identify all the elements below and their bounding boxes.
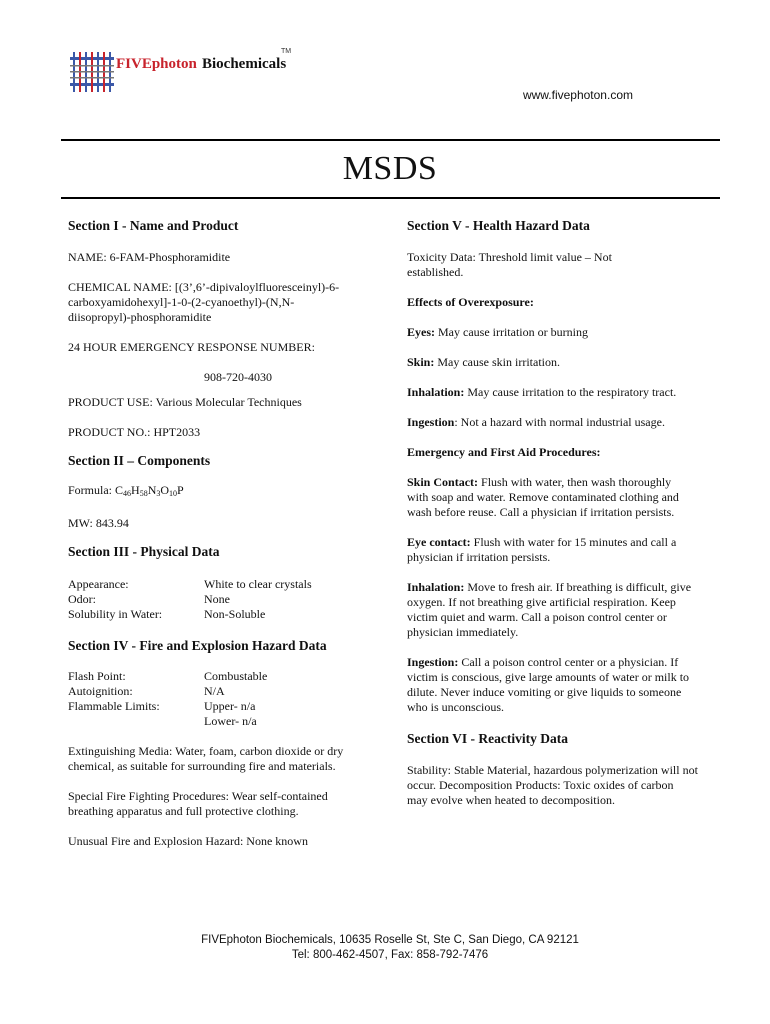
product-name: NAME: 6-FAM-Phosphoramidite: [68, 250, 231, 264]
fire-value: Upper- n/a: [204, 699, 256, 713]
skin-contact-line-2: with soap and water. Remove contaminated clothing and: [407, 490, 679, 504]
physical-key: Odor:: [68, 592, 96, 606]
skin-effect: [407, 355, 727, 370]
first-aid-heading: Emergency and First Aid Procedures:: [407, 445, 601, 459]
brand-name-biochemicals: Biochemicals: [202, 56, 287, 72]
top-divider: [61, 139, 720, 141]
formula-label: Formula:: [68, 483, 115, 497]
physical-value: None: [204, 592, 230, 606]
emergency-number: 908-720-4030: [204, 370, 272, 384]
physical-row: [68, 607, 368, 622]
fa-inhalation-label: Inhalation:: [407, 580, 465, 594]
fire-key: [68, 714, 204, 729]
special-procedures-line-1: Special Fire Fighting Procedures: Wear self-contained: [68, 789, 328, 803]
chemical-name-line-3: diisopropyl)-phosphoramidite: [68, 310, 212, 324]
section-3-heading: Section III - Physical Data: [68, 544, 220, 559]
footer-address: FIVEphoton Biochemicals, 10635 Roselle St, Ste C, San Diego, CA 92121: [201, 934, 579, 946]
special-procedures-line-2: breathing apparatus and full protective clothing.: [68, 804, 299, 818]
stability-line-3: may evolve when heated to decomposition.: [407, 793, 615, 807]
fa-inhalation-line-2: oxygen. If not breathing give artificial respiration. Keep: [407, 595, 676, 609]
fire-data-list: [68, 669, 368, 729]
skin-contact-text: Flush with water, then wash thoroughly: [478, 475, 672, 489]
chemical-name-line-2: carboxyamidohexyl]-1-0-(2-cyanoethyl)-(N,N-: [68, 295, 295, 309]
formula-c-count: 46: [123, 489, 132, 498]
fa-ingestion-line-1: [407, 655, 727, 670]
fire-value: Combustable: [204, 669, 268, 683]
eye-contact-label: Eye contact:: [407, 535, 471, 549]
fire-value: N/A: [204, 684, 225, 698]
eyes-effect: [407, 325, 727, 340]
skin-text: May cause skin irritation.: [434, 355, 560, 369]
footer-phone: Tel: 800-462-4507, Fax: 858-792-7476: [291, 949, 489, 961]
physical-key: Solubility in Water:: [68, 607, 163, 621]
product-use: PRODUCT USE: Various Molecular Techniques: [68, 395, 302, 409]
eye-contact-line-2: physician if irritation persists.: [407, 550, 551, 564]
left-column: [68, 218, 368, 849]
eyes-text: May cause irritation or burning: [435, 325, 588, 339]
fa-ingestion-label: Ingestion:: [407, 655, 459, 669]
formula-p: P: [177, 483, 184, 497]
fire-key: Flash Point:: [68, 669, 126, 683]
physical-row: [68, 592, 368, 607]
section-1-heading: Section I - Name and Product: [68, 218, 239, 233]
extinguishing-media-line-2: chemical, as suitable for surrounding fire and materials.: [68, 759, 336, 773]
page-title: MSDS: [342, 150, 438, 187]
formula-n: N: [147, 483, 157, 497]
ingestion-text: : Not a hazard with normal industrial usage.: [454, 415, 665, 429]
title-divider: [61, 197, 720, 199]
logo-graphic: [70, 52, 114, 92]
fa-ingestion-line-3: dilute. Never induce vomiting or give liquids to someone: [407, 685, 682, 699]
emergency-label: 24 HOUR EMERGENCY RESPONSE NUMBER:: [68, 340, 315, 354]
formula-o: O: [160, 483, 170, 497]
formula-h: H: [131, 483, 140, 497]
formula-n-count: 3: [156, 489, 161, 498]
website-url[interactable]: www.fivephoton.com: [522, 88, 633, 102]
section-4-heading: Section IV - Fire and Explosion Hazard Data: [68, 638, 327, 653]
skin-contact-line-1: [407, 475, 727, 490]
fa-ingestion-line-4: who is unconscious.: [407, 700, 504, 714]
eye-contact-text: Flush with water for 15 minutes and call a: [470, 535, 677, 549]
eyes-label: Eyes:: [407, 325, 435, 339]
fire-key: Flammable Limits:: [68, 699, 160, 713]
toxicity-line-1: Toxicity Data: Threshold limit value – Not: [407, 250, 612, 264]
fa-inhalation-line-3: victim quiet and warm. Call a poison control center or: [407, 610, 667, 624]
company-logo: [70, 48, 310, 104]
fire-row: [68, 669, 368, 684]
chemical-name-line-1: CHEMICAL NAME: [(3’,6’-dipivaloylfluoresceinyl)-6-: [68, 280, 340, 294]
formula: [68, 483, 368, 501]
footer: [0, 933, 770, 963]
toxicity-line-2: established.: [407, 265, 464, 279]
stability-line-1: Stability: Stable Material, hazardous polymerization will not: [407, 763, 698, 777]
fa-inhalation-line-4: physician immediately.: [407, 625, 519, 639]
section-6-heading: Section VI - Reactivity Data: [407, 731, 568, 746]
fa-ingestion-text: Call a poison control center or a physician. If: [458, 655, 679, 669]
physical-key: Appearance:: [68, 577, 129, 591]
stability-line-2: occur. Decomposition Products: Toxic oxides of carbon: [407, 778, 674, 792]
unusual-hazard: Unusual Fire and Explosion Hazard: None known: [68, 834, 308, 848]
ingestion-effect: [407, 415, 727, 430]
skin-label: Skin:: [407, 355, 435, 369]
formula-o-count: 10: [169, 489, 178, 498]
physical-value: Non-Soluble: [204, 607, 266, 621]
inhalation-text: May cause irritation to the respiratory tract.: [464, 385, 677, 399]
skin-contact-label: Skin Contact:: [407, 475, 479, 489]
physical-value: White to clear crystals: [204, 577, 312, 591]
formula-c: C: [115, 483, 124, 497]
inhalation-label: Inhalation:: [407, 385, 465, 399]
fire-row: [68, 684, 368, 699]
fire-row: [68, 699, 368, 714]
formula-h-count: 58: [139, 489, 148, 498]
fa-inhalation-text: Move to fresh air. If breathing is difficult, give: [464, 580, 692, 594]
fire-value: Lower- n/a: [204, 714, 257, 728]
fire-key: Autoignition:: [68, 684, 133, 698]
effects-heading: Effects of Overexposure:: [407, 295, 534, 309]
physical-row: [68, 577, 368, 592]
extinguishing-media-line-1: Extinguishing Media: Water, foam, carbon dioxide or dry: [68, 744, 344, 758]
fire-row: [68, 714, 368, 729]
eye-contact-line-1: [407, 535, 727, 550]
brand-name-fivephoton: FIVEphoton: [116, 56, 197, 72]
trademark-mark: TM: [281, 48, 292, 55]
product-number: PRODUCT NO.: HPT2033: [68, 425, 201, 439]
section-2-heading: Section II – Components: [68, 453, 211, 468]
fa-ingestion-line-2: victim is conscious, give large amounts of water or milk to: [407, 670, 690, 684]
ingestion-label: Ingestion: [407, 415, 455, 429]
right-column: [407, 218, 727, 808]
skin-contact-line-3: wash before reuse. Call a physician if irritation persists.: [407, 505, 675, 519]
fa-inhalation-line-1: [407, 580, 727, 595]
inhalation-effect: [407, 385, 727, 400]
physical-data-list: [68, 577, 368, 622]
molecular-weight: MW: 843.94: [68, 516, 129, 530]
section-5-heading: Section V - Health Hazard Data: [407, 218, 590, 233]
